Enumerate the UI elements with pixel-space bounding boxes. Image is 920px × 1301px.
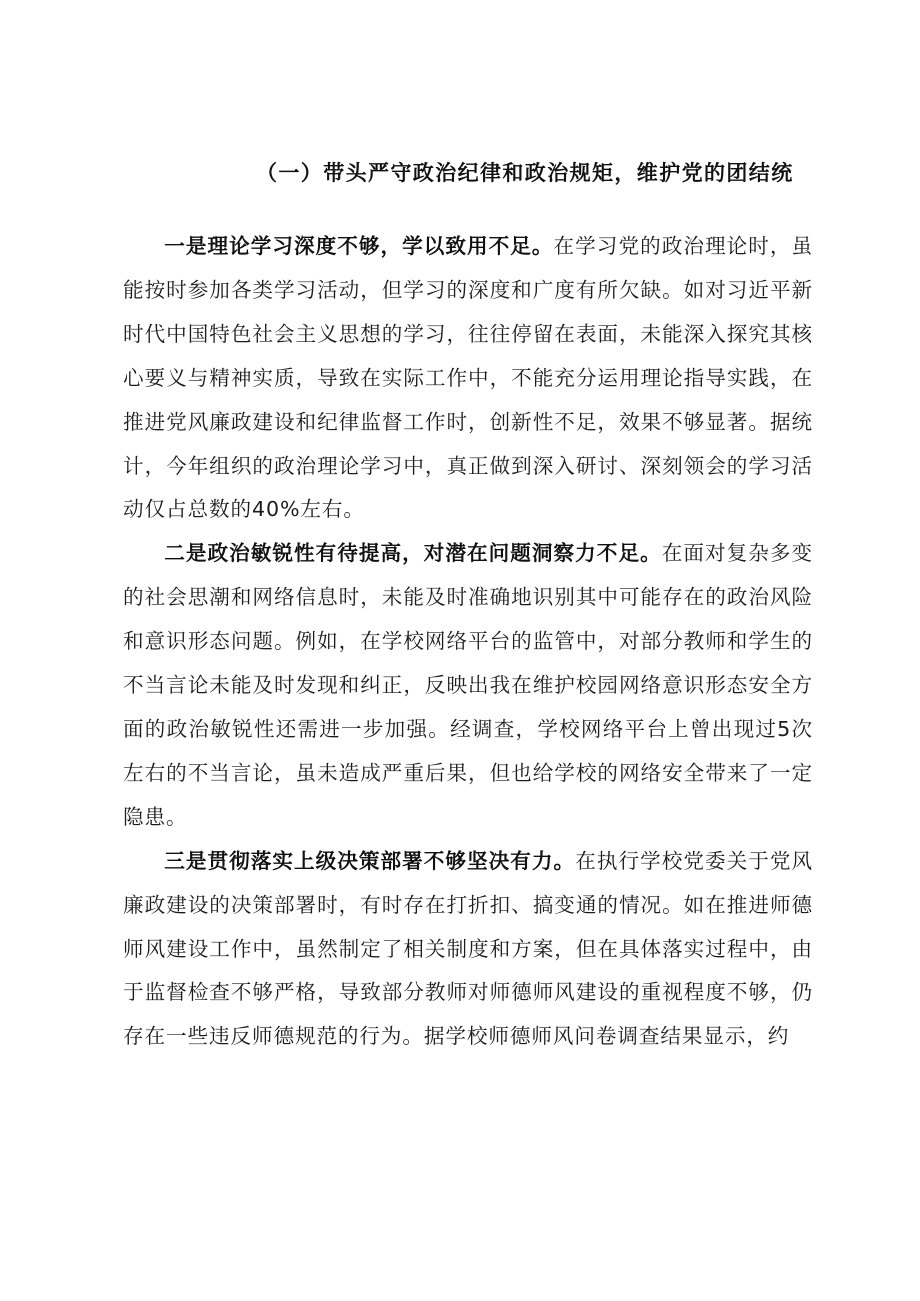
document-body bbox=[123, 225, 813, 1059]
paragraph-lead: 一是理论学习深度不够，学以致用不足。 bbox=[164, 234, 554, 258]
paragraph-lead: 二是政治敏锐性有待提高，对潜在问题洞察力不足。 bbox=[164, 541, 662, 566]
paragraph-lead: 三是贯彻落实上级决策部署不够坚决有力。 bbox=[164, 848, 576, 873]
paragraph-implementation bbox=[123, 840, 813, 1060]
paragraph-body: 在面对复杂多变的社会思潮和网络信息时，未能及时准确地识别其中可能存在的政治风险和意识形态问题。例如，在学校网络平台的监管中，对部分教师和学生的不当言论未能及时发现和纠正，反映出我在维护校园网络意识形态安全方面的政治敏锐性还需进一步加强。经调查，学校网络平台上曾出现过5次左右的不当言论，虽未造成严重后果，但也给学校的网络安全带来了一定隐患。 bbox=[123, 541, 813, 829]
section-heading: （一）带头严守政治纪律和政治规矩，维护党的团结统 bbox=[256, 161, 794, 185]
paragraph-political-sensitivity bbox=[123, 532, 813, 839]
paragraph-body: 在学习党的政治理论时，虽能按时参加各类学习活动，但学习的深度和广度有所欠缺。如对习近平新时代中国特色社会主义思想的学习，往往停留在表面，未能深入探究其核心要义与精神实质，导致在实际工作中，不能充分运用理论指导实践，在推进党风廉政建设和纪律监督工作时，创新性不足，效果不够显著。据统计，今年组织的政治理论学习中，真正做到深入研讨、深刻领会的学习活动仅占总数的40%左右。 bbox=[123, 234, 813, 522]
paragraph-body: 在执行学校党委关于党风廉政建设的决策部署时，有时存在打折扣、搞变通的情况。如在推进师德师风建设工作中，虽然制定了相关制度和方案，但在具体落实过程中，由于监督检查不够严格，导致部分教师对师德师风建设的重视程度不够，仍存在一些违反师德规范的行为。据学校师德师风问卷调查结果显示，约 bbox=[123, 848, 813, 1049]
paragraph-theory-study bbox=[123, 225, 813, 532]
